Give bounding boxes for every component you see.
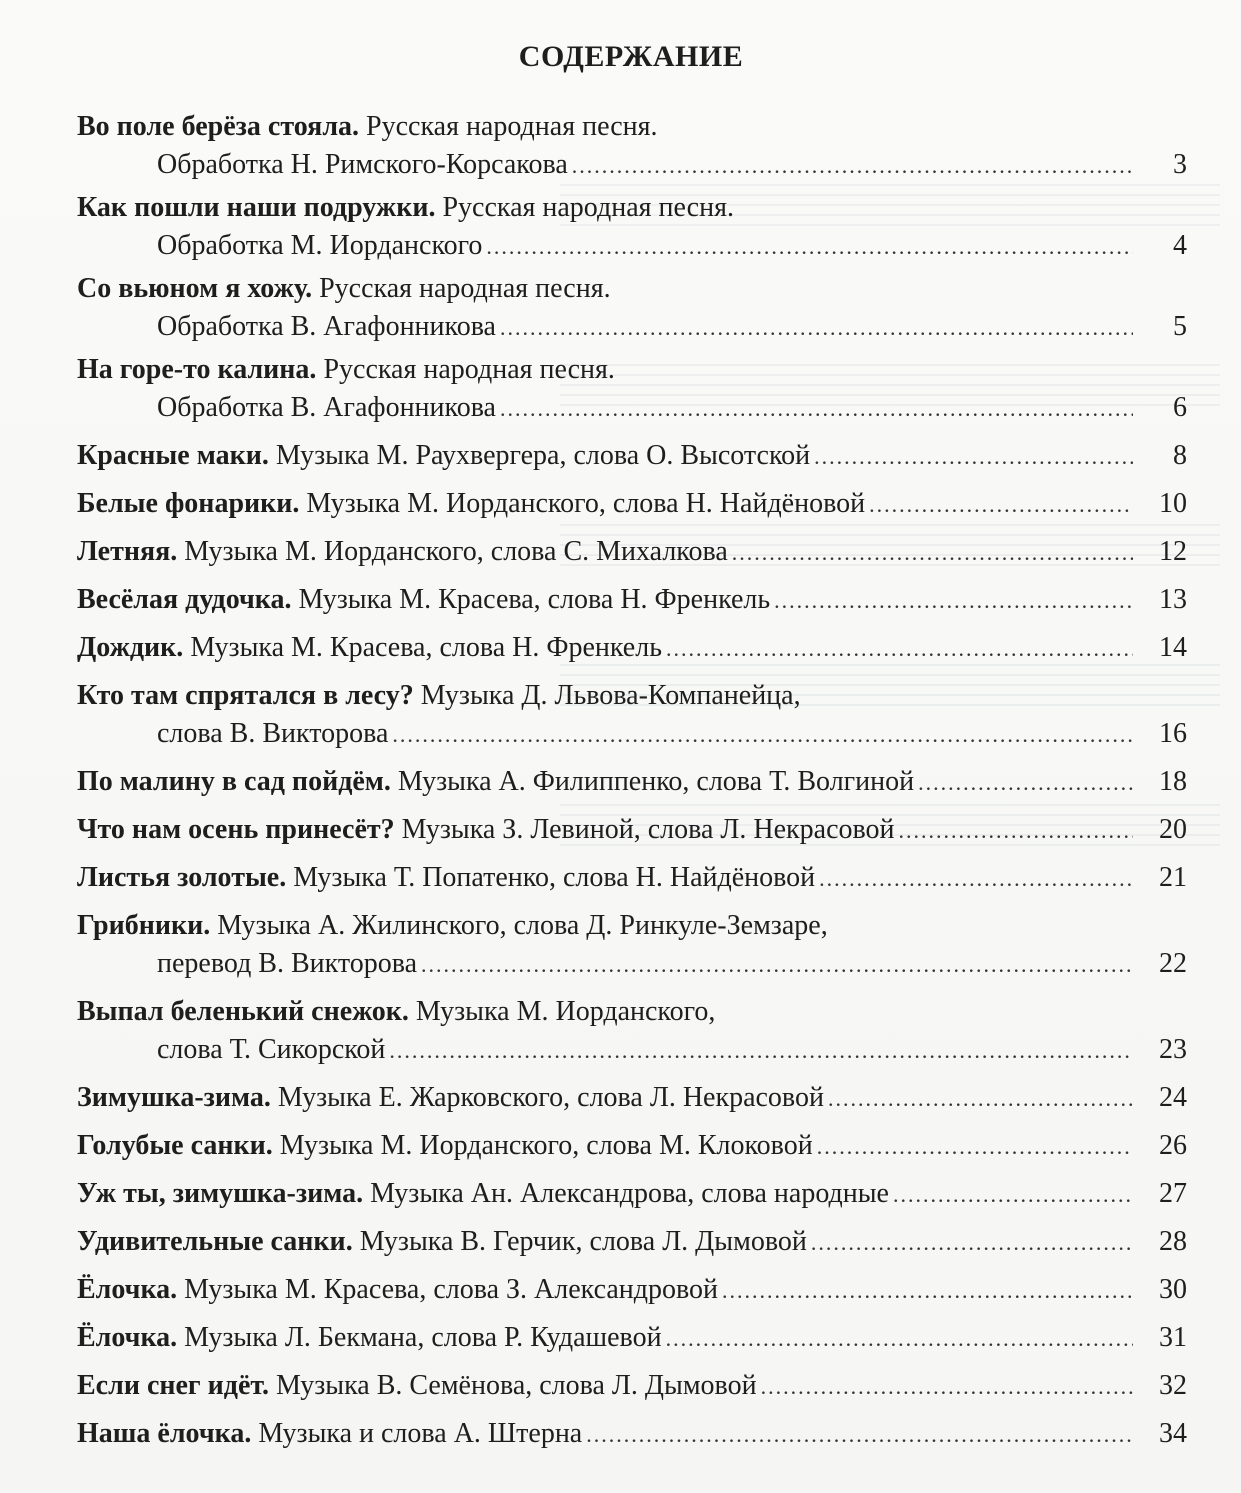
toc-entry <box>77 629 1187 668</box>
leader-dots <box>486 228 1133 266</box>
toc-entry <box>77 351 1187 428</box>
entry-description-continued: Обработка Н. Римского-Корсакова <box>157 149 568 180</box>
leader-dots <box>774 582 1133 620</box>
entry-description: Музыка и слова А. Штерна <box>251 1418 583 1449</box>
page-number: 4 <box>1173 230 1187 261</box>
page-number: 3 <box>1173 149 1187 180</box>
entry-description: Музыка В. Герчик, слова Л. Дымовой <box>352 1226 807 1257</box>
page-number: 27 <box>1159 1178 1187 1209</box>
entry-description: Музыка З. Левиной, слова Л. Некрасовой <box>394 814 895 845</box>
toc-entry <box>77 1271 1187 1310</box>
toc-entry <box>77 859 1187 898</box>
page-number: 20 <box>1159 814 1187 845</box>
leader-dots <box>421 946 1133 984</box>
entry-description: Музыка Ан. Александрова, слова народные <box>363 1178 889 1209</box>
page-number: 23 <box>1159 1034 1187 1065</box>
leader-dots <box>811 1224 1133 1262</box>
page-number: 6 <box>1173 392 1187 423</box>
toc-entry <box>77 811 1187 850</box>
toc-entry <box>77 1079 1187 1118</box>
leader-dots <box>869 486 1133 524</box>
entry-description: Музыка М. Красева, слова З. Александровой <box>177 1274 719 1305</box>
entry-title: Со вьюном я хожу. <box>77 273 313 304</box>
leader-dots <box>500 390 1133 428</box>
page-number: 26 <box>1159 1130 1187 1161</box>
entry-title: На горе-то калина. <box>77 354 317 385</box>
toc-entry <box>77 437 1187 476</box>
entry-title: Летняя. <box>77 536 178 567</box>
toc-entry <box>77 907 1187 984</box>
entry-description: Музыка М. Красева, слова Н. Френкель <box>291 584 771 615</box>
leader-dots <box>918 764 1133 802</box>
entry-description: Русская народная песня. <box>435 192 734 223</box>
entry-description: Музыка А. Жилинского, слова Д. Ринкуле-Земзаре, <box>210 910 828 941</box>
table-of-contents <box>77 108 1187 1463</box>
entry-description: Русская народная песня. <box>312 273 611 304</box>
entry-title: Кто там спрятался в лесу? <box>77 680 414 711</box>
entry-description: Музыка М. Иорданского, <box>408 996 716 1027</box>
entry-description: Русская народная песня. <box>359 111 658 142</box>
entry-description-continued: Обработка В. Агафонникова <box>157 311 496 342</box>
toc-entry <box>77 993 1187 1070</box>
toc-entry <box>77 1319 1187 1358</box>
toc-entry <box>77 485 1187 524</box>
entry-description-continued: слова В. Викторова <box>157 718 389 749</box>
entry-description: Музыка Е. Жарковского, слова Л. Некрасовой <box>270 1082 824 1113</box>
page-number: 12 <box>1159 536 1187 567</box>
leader-dots <box>893 1176 1133 1214</box>
page-number: 10 <box>1159 488 1187 519</box>
entry-title: Если снег идёт. <box>77 1370 270 1401</box>
leader-dots <box>722 1272 1133 1310</box>
leader-dots <box>817 1128 1133 1166</box>
entry-title: Белые фонарики. <box>77 488 300 519</box>
entry-description: Музыка М. Раухвергера, слова О. Высотской <box>268 440 811 471</box>
entry-description: Музыка М. Красева, слова Н. Френкель <box>183 632 662 663</box>
entry-title: Ёлочка. <box>77 1274 178 1305</box>
leader-dots <box>572 147 1133 185</box>
entry-title: Весёлая дудочка. <box>77 584 292 615</box>
entry-title: Ёлочка. <box>77 1322 178 1353</box>
entry-description-continued: слова Т. Сикорской <box>157 1034 386 1065</box>
leader-dots <box>819 860 1133 898</box>
entry-description-continued: перевод В. Викторова <box>157 948 418 979</box>
leader-dots <box>899 812 1133 850</box>
entry-title: Голубые санки. <box>77 1130 273 1161</box>
leader-dots <box>666 630 1133 668</box>
entry-title: Грибники. <box>77 910 211 941</box>
entry-description: Музыка В. Семёнова, слова Л. Дымовой <box>269 1370 757 1401</box>
toc-entry <box>77 108 1187 185</box>
toc-entry <box>77 1127 1187 1166</box>
entry-title: Что нам осень принесёт? <box>77 814 395 845</box>
entry-description: Музыка М. Иорданского, слова Н. Найдёновой <box>299 488 866 519</box>
entry-title: Зимушка-зима. <box>77 1082 271 1113</box>
entry-description: Музыка М. Иорданского, слова М. Клоковой <box>272 1130 813 1161</box>
page-number: 16 <box>1159 718 1187 749</box>
page-number: 24 <box>1159 1082 1187 1113</box>
leader-dots <box>828 1080 1133 1118</box>
toc-entry <box>77 677 1187 754</box>
page-number: 28 <box>1159 1226 1187 1257</box>
leader-dots <box>586 1416 1133 1454</box>
toc-entry <box>77 533 1187 572</box>
leader-dots <box>389 1032 1133 1070</box>
page-number: 31 <box>1159 1322 1187 1353</box>
entry-title: Красные маки. <box>77 440 269 471</box>
page-number: 30 <box>1159 1274 1187 1305</box>
leader-dots <box>392 716 1133 754</box>
toc-entry <box>77 1175 1187 1214</box>
toc-entry <box>77 581 1187 620</box>
page-number: 18 <box>1159 766 1187 797</box>
entry-title: Уж ты, зимушка-зима. <box>77 1178 364 1209</box>
entry-title: Дождик. <box>77 632 184 663</box>
page-number: 13 <box>1159 584 1187 615</box>
page-number: 21 <box>1159 862 1187 893</box>
entry-title: Листья золотые. <box>77 862 287 893</box>
toc-entry <box>77 1223 1187 1262</box>
entry-description: Музыка М. Иорданского, слова С. Михалкова <box>177 536 728 567</box>
leader-dots <box>814 438 1133 476</box>
entry-description: Музыка Д. Львова-Компанейца, <box>413 680 801 711</box>
entry-title: Удивительные санки. <box>77 1226 353 1257</box>
page-number: 8 <box>1173 440 1187 471</box>
entry-title: По малину в сад пойдём. <box>77 766 391 797</box>
entry-description: Музыка А. Филиппенко, слова Т. Волгиной <box>390 766 915 797</box>
entry-description-continued: Обработка М. Иорданского <box>157 230 483 261</box>
entry-title: Как пошли наши подружки. <box>77 192 436 223</box>
leader-dots <box>761 1368 1133 1406</box>
leader-dots <box>732 534 1133 572</box>
entry-title: Во поле берёза стояла. <box>77 111 360 142</box>
entry-description: Русская народная песня. <box>316 354 615 385</box>
entry-description: Музыка Т. Попатенко, слова Н. Найдёновой <box>286 862 816 893</box>
page-number: 22 <box>1159 948 1187 979</box>
page-number: 5 <box>1173 311 1187 342</box>
leader-dots <box>666 1320 1133 1358</box>
entry-title: Наша ёлочка. <box>77 1418 252 1449</box>
entry-title: Выпал беленький снежок. <box>77 996 409 1027</box>
toc-entry <box>77 763 1187 802</box>
page-number: 14 <box>1159 632 1187 663</box>
page-title: СОДЕРЖАНИЕ <box>518 40 744 73</box>
toc-entry <box>77 1415 1187 1454</box>
toc-entry <box>77 189 1187 266</box>
toc-entry <box>77 1367 1187 1406</box>
leader-dots <box>500 309 1133 347</box>
page-number: 32 <box>1159 1370 1187 1401</box>
toc-entry <box>77 270 1187 347</box>
entry-description: Музыка Л. Бекмана, слова Р. Кудашевой <box>177 1322 662 1353</box>
page-number: 34 <box>1159 1418 1187 1449</box>
entry-description-continued: Обработка В. Агафонникова <box>157 392 496 423</box>
